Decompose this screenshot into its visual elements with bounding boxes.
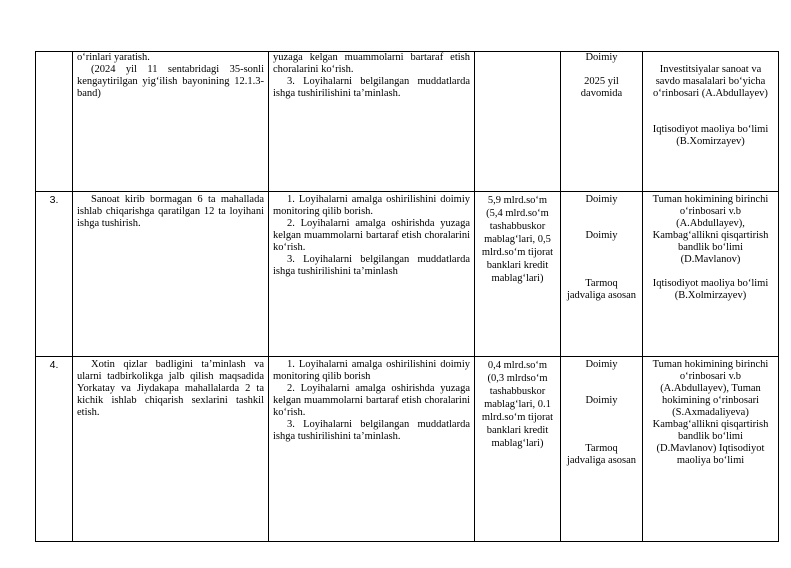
funding-cell: 5,9 mlrd.so‘m (5,4 mlrd.so‘m tashabbuskor mablag‘lari, 0,5 mlrd.so‘m tijorat banklari kredit mablag‘lari) <box>475 192 561 357</box>
table-row <box>36 192 779 357</box>
measures-cell <box>269 192 475 357</box>
table-row <box>36 357 779 542</box>
responsible-cell <box>643 192 779 357</box>
responsible-text: Investitsiyalar sanoat va savdo masalalari bo‘yicha o‘rinbosari (A.Abdullayev) <box>653 64 768 99</box>
event-text: o‘rinlari yaratish. <box>77 52 150 63</box>
responsible-text: Tuman hokimining birinchi o‘rinbosari v.b (A.Abdullayev), Kambag‘allikni qisqartirish bandlik bo‘limi (D.Mavlanov) <box>652 194 769 265</box>
term-text: Doimiy <box>585 52 618 63</box>
measure-item: 2. Loyihalarni amalga oshirishda yuzaga kelgan muammolarni bartaraf etish choralarini ko‘rish. <box>273 383 470 418</box>
responsible-cell <box>643 357 779 542</box>
event-cell <box>73 52 269 192</box>
term-text: Tarmoq jadvaliga asosan <box>566 443 637 466</box>
measure-item: 1. Loyihalarni amalga oshirilishini doimiy monitoring qilib borish. <box>273 194 470 217</box>
responsible-text: Iqtisodiyot maoliya bo‘limi (B.Xolmirzayev) <box>652 278 769 301</box>
term-text: Doimiy <box>585 230 618 241</box>
funding-cell <box>475 52 561 192</box>
funding-cell: 0,4 mlrd.so‘m (0,3 mlrdso‘m tashabbuskor mablag‘lari, 0.1 mlrd.so‘m tijorat banklari kredit mablag‘lari) <box>475 357 561 542</box>
measure-item: 3. Loyihalarni belgilangan muddatlarda ishga tushirilishini ta’minlash <box>273 254 470 277</box>
event-cell <box>73 192 269 357</box>
measure-item: 2. Loyihalarni amalga oshirishda yuzaga kelgan muammolarni bartaraf etish choralarini ko‘rish. <box>273 218 470 253</box>
measure-item: yuzaga kelgan muammolarni bartaraf etish choralarini ko‘rish. <box>273 52 470 75</box>
measure-item: 3. Loyihalarni belgilangan muddatlarda ishga tushirilishini ta’minlash. <box>273 419 470 442</box>
term-text: Doimiy <box>585 359 618 370</box>
event-reference: (2024 yil 11 sentabridagi 35-sonli kengaytirilgan yig‘ilish bayonining 12.1.3-band) <box>77 64 264 99</box>
term-cell <box>561 52 643 192</box>
event-text: Sanoat kirib bormagan 6 ta mahallada ishlab chiqarishga qaratilgan 12 ta loyihani ishga tushirish. <box>77 194 264 229</box>
term-text: Doimiy <box>585 194 618 205</box>
event-text: Xotin qizlar badligini ta’minlash va ularni tadbirkolikga jalb qilish maqsadida Yorkatay va Jiydakapa mahallalarda 2 ta kichik ishlab chiqarish sexlarini tashkil etish. <box>77 359 264 418</box>
responsible-text: Iqtisodiyot maoliya bo‘limi (B.Xomirzayev) <box>652 124 769 147</box>
term-text: 2025 yil davomida <box>580 76 623 99</box>
measures-cell <box>269 52 475 192</box>
table-row <box>36 52 779 192</box>
term-text: Tarmoq jadvaliga asosan <box>566 278 637 301</box>
measures-cell <box>269 357 475 542</box>
row-number: 4. <box>36 357 73 542</box>
measure-item: 3. Loyihalarni belgilangan muddatlarda ishga tushirilishini ta’minlash. <box>273 76 470 99</box>
responsible-text: Tuman hokimining birinchi o‘rinbosari v.b (A.Abdullayev), Tuman hokimining o‘rinbosari (S.Axmadaliyeva) Kambag‘allikni qisqartirish bandlik bo‘limi (D.Mavlanov) Iqtisodiyot maoliya bo‘limi <box>652 359 769 466</box>
term-cell <box>561 357 643 542</box>
responsible-cell <box>643 52 779 192</box>
event-cell <box>73 357 269 542</box>
measure-item: 1. Loyihalarni amalga oshirilishini doimiy monitoring qilib borish <box>273 359 470 382</box>
row-number: 3. <box>36 192 73 357</box>
row-number <box>36 52 73 192</box>
term-text: Doimiy <box>585 395 618 406</box>
term-cell <box>561 192 643 357</box>
action-plan-table <box>35 51 779 542</box>
